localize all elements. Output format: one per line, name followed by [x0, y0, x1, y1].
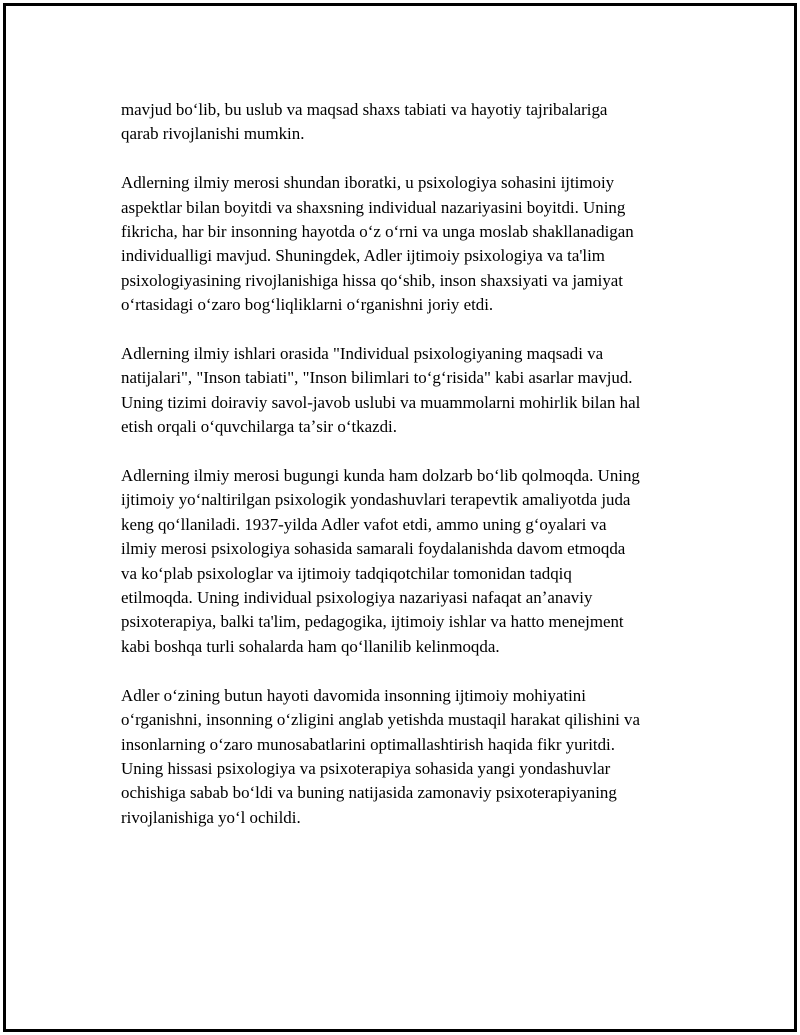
text-line: Adler oʻzining butun hayoti davomida insonning ijtimoiy mohiyatini [121, 685, 586, 705]
text-line: Uning tizimi doiraviy savol-javob uslubi va muammolarni mohirlik bilan hal [121, 392, 641, 412]
paragraph-3 [121, 342, 696, 440]
text-line: mavjud boʻlib, bu uslub va maqsad shaxs tabiati va hayotiy tajribalariga [121, 100, 608, 119]
text-line: Adlerning ilmiy merosi shundan iboratki, u psixologiya sohasini ijtimoiy [121, 173, 615, 193]
text-line: Adlerning ilmiy ishlari orasida "Individual psixologiyaning maqsadi va [121, 344, 604, 364]
text-line: etish orqali oʻquvchilarga taʼsir oʻtkazdi. [121, 417, 397, 437]
paragraph-4 [121, 464, 696, 659]
text-line: keng qoʻllaniladi. 1937-yilda Adler vafot etdi, ammo uning gʻoyalari va [121, 514, 607, 534]
text-line: kabi boshqa turli sohalarda ham qoʻllanilib kelinmoqda. [121, 636, 500, 656]
text-line: oʻrtasidagi oʻzaro bogʻliqliklarni oʻrganishni joriy etdi. [121, 295, 494, 315]
text-line: ilmiy merosi psixologiya sohasida samarali foydalanishda davom etmoqda [121, 539, 626, 559]
paragraph-5 [121, 684, 696, 830]
page-frame [3, 3, 797, 1032]
text-line: va koʻplab psixologlar va ijtimoiy tadqiqotchilar tomonidan tadqiq [121, 563, 572, 583]
paragraph-2 [121, 171, 696, 317]
paragraph-1 [121, 98, 696, 147]
text-line: etilmoqda. Uning individual psixologiya nazariyasi nafaqat anʼanaviy [121, 588, 593, 608]
document-body [121, 98, 696, 830]
text-line: individualligi mavjud. Shuningdek, Adler ijtimoiy psixologiya va ta'lim [121, 246, 605, 266]
text-line: insonlarning oʻzaro munosabatlarini optimallashtirish haqida fikr yuritdi. [121, 734, 615, 754]
text-line: psixoterapiya, balki ta'lim, pedagogika, ijtimoiy ishlar va hatto menejment [121, 612, 624, 632]
text-line: natijalari", "Inson tabiati", "Inson bilimlari toʻgʻrisida" kabi asarlar mavjud. [121, 368, 633, 388]
text-line: fikricha, har bir insonning hayotda oʻz oʻrni va unga moslab shakllanadigan [121, 222, 634, 242]
text-line: Adlerning ilmiy merosi bugungi kunda ham dolzarb boʻlib qolmoqda. Uning [121, 466, 640, 486]
text-line: psixologiyasining rivojlanishiga hissa qoʻshib, inson shaxsiyati va jamiyat [121, 270, 623, 290]
text-line: ijtimoiy yoʻnaltirilgan psixologik yondashuvlari terapevtik amaliyotda juda [121, 490, 631, 510]
text-line: rivojlanishiga yoʻl ochildi. [121, 807, 301, 827]
text-line: qarab rivojlanishi mumkin. [121, 124, 305, 144]
text-line: aspektlar bilan boyitdi va shaxsning individual nazariyasini boyitdi. Uning [121, 197, 626, 217]
text-line: oʻrganishni, insonning oʻzligini anglab yetishda mustaqil harakat qilishini va [121, 710, 640, 730]
text-line: Uning hissasi psixologiya va psixoterapiya sohasida yangi yondashuvlar [121, 758, 611, 778]
text-line: ochishiga sabab boʻldi va buning natijasida zamonaviy psixoterapiyaning [121, 783, 617, 803]
